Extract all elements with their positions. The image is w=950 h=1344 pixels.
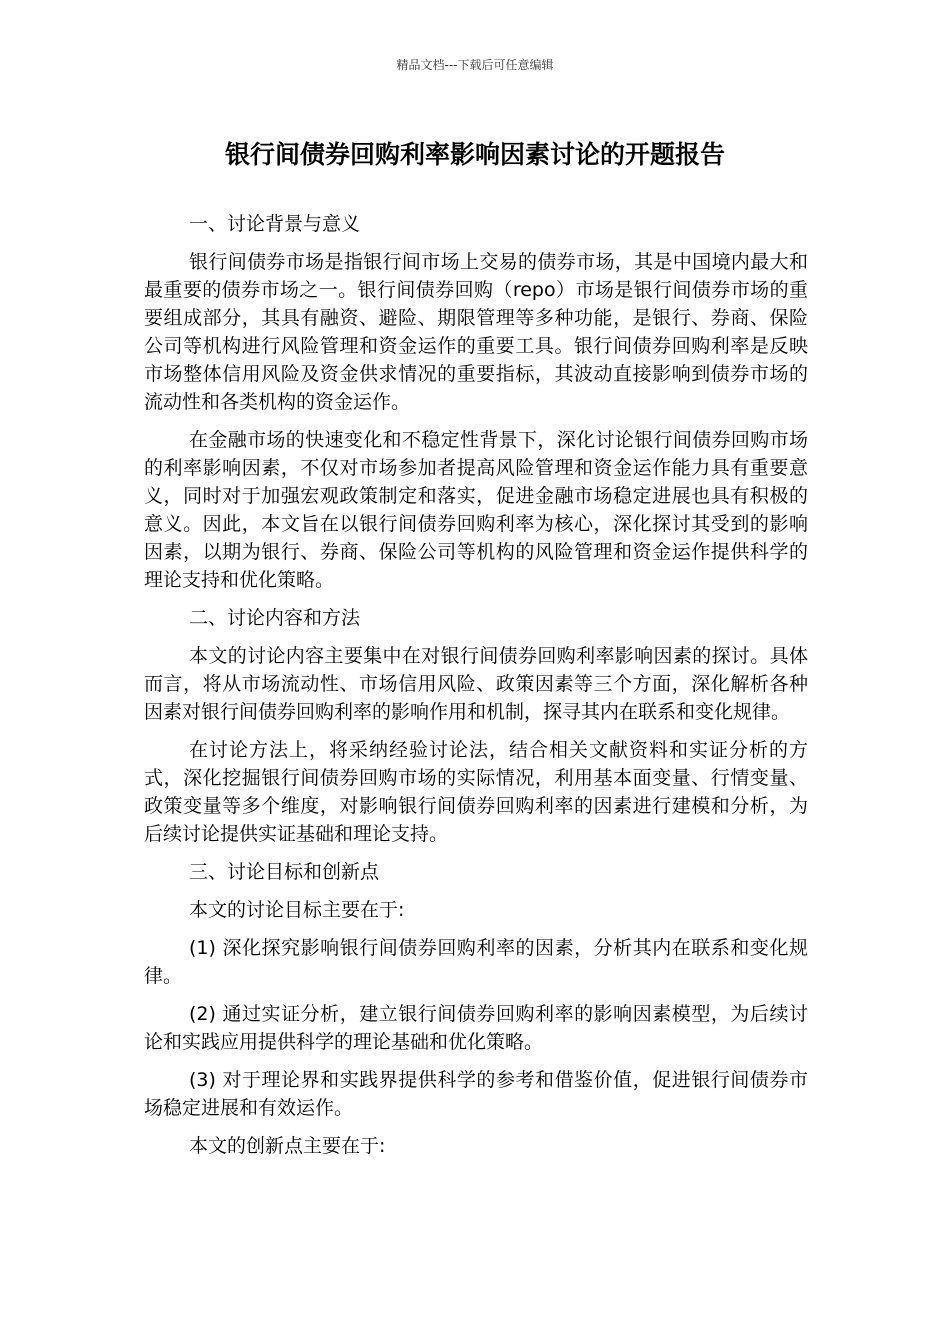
list-item: (2) 通过实证分析，建立银行间债券回购利率的影响因素模型，为后续讨论和实践应用提供科学的理论基础和优化策略。 [144, 1003, 808, 1053]
section-heading-background: 一、讨论背景与意义 [189, 213, 361, 235]
list-item: (1) 深化探究影响银行间债券回购利率的因素，分析其内在联系和变化规律。 [144, 937, 808, 987]
paragraph: 在讨论方法上，将采纳经验讨论法，结合相关文献资料和实证分析的方式，深化挖掘银行间债券回购市场的实际情况，利用基本面变量、行情变量、政策变量等多个维度，对影响银行间债券回购利率的因素进行建模和分析，为后续讨论提供实证基础和理论支持。 [144, 739, 808, 845]
paragraph: 银行间债券市场是指银行间市场上交易的债券市场，其是中国境内最大和最重要的债券市场之一。银行间债券回购（repo）市场是银行间债券市场的重要组成部分，其具有融资、避险、期限管理等多种功能，是银行、券商、保险公司等机构进行风险管理和资金运作的重要工具。银行间债券回购利率是反映市场整体信用风险及资金供求情况的重要指标，其波动直接影响到债券市场的流动性和各类机构的资金运作。 [144, 251, 808, 413]
section-heading-goals: 三、讨论目标和创新点 [189, 861, 380, 883]
section-heading-content-method: 二、讨论内容和方法 [189, 607, 361, 629]
paragraph: 在金融市场的快速变化和不稳定性背景下，深化讨论银行间债券回购市场的利率影响因素，不仅对市场参加者提高风险管理和资金运作能力具有重要意义，同时对于加强宏观政策制定和落实，促进金融市场稳定进展也具有积极的意义。因此，本文旨在以银行间债券回购利率为核心，深化探讨其受到的影响因素，以期为银行、券商、保险公司等机构的风险管理和资金运作提供科学的理论支持和优化策略。 [144, 429, 808, 591]
document-body [144, 210, 808, 1170]
paragraph: 本文的创新点主要在于: [189, 1135, 386, 1157]
paragraph: 本文的讨论目标主要在于: [189, 899, 405, 921]
paragraph: 本文的讨论内容主要集中在对银行间债券回购利率影响因素的探讨。具体而言，将从市场流动性、市场信用风险、政策因素等三个方面，深化解析各种因素对银行间债券回购利率的影响作用和机制，探寻其内在联系和变化规律。 [144, 645, 808, 723]
page-header: 精品文档---下载后可任意编辑 [396, 58, 554, 72]
list-item: (3) 对于理论界和实践界提供科学的参考和借鉴价值，促进银行间债券市场稳定进展和有效运作。 [144, 1069, 808, 1119]
document-title: 银行间债券回购利率影响因素讨论的开题报告 [224, 140, 725, 169]
